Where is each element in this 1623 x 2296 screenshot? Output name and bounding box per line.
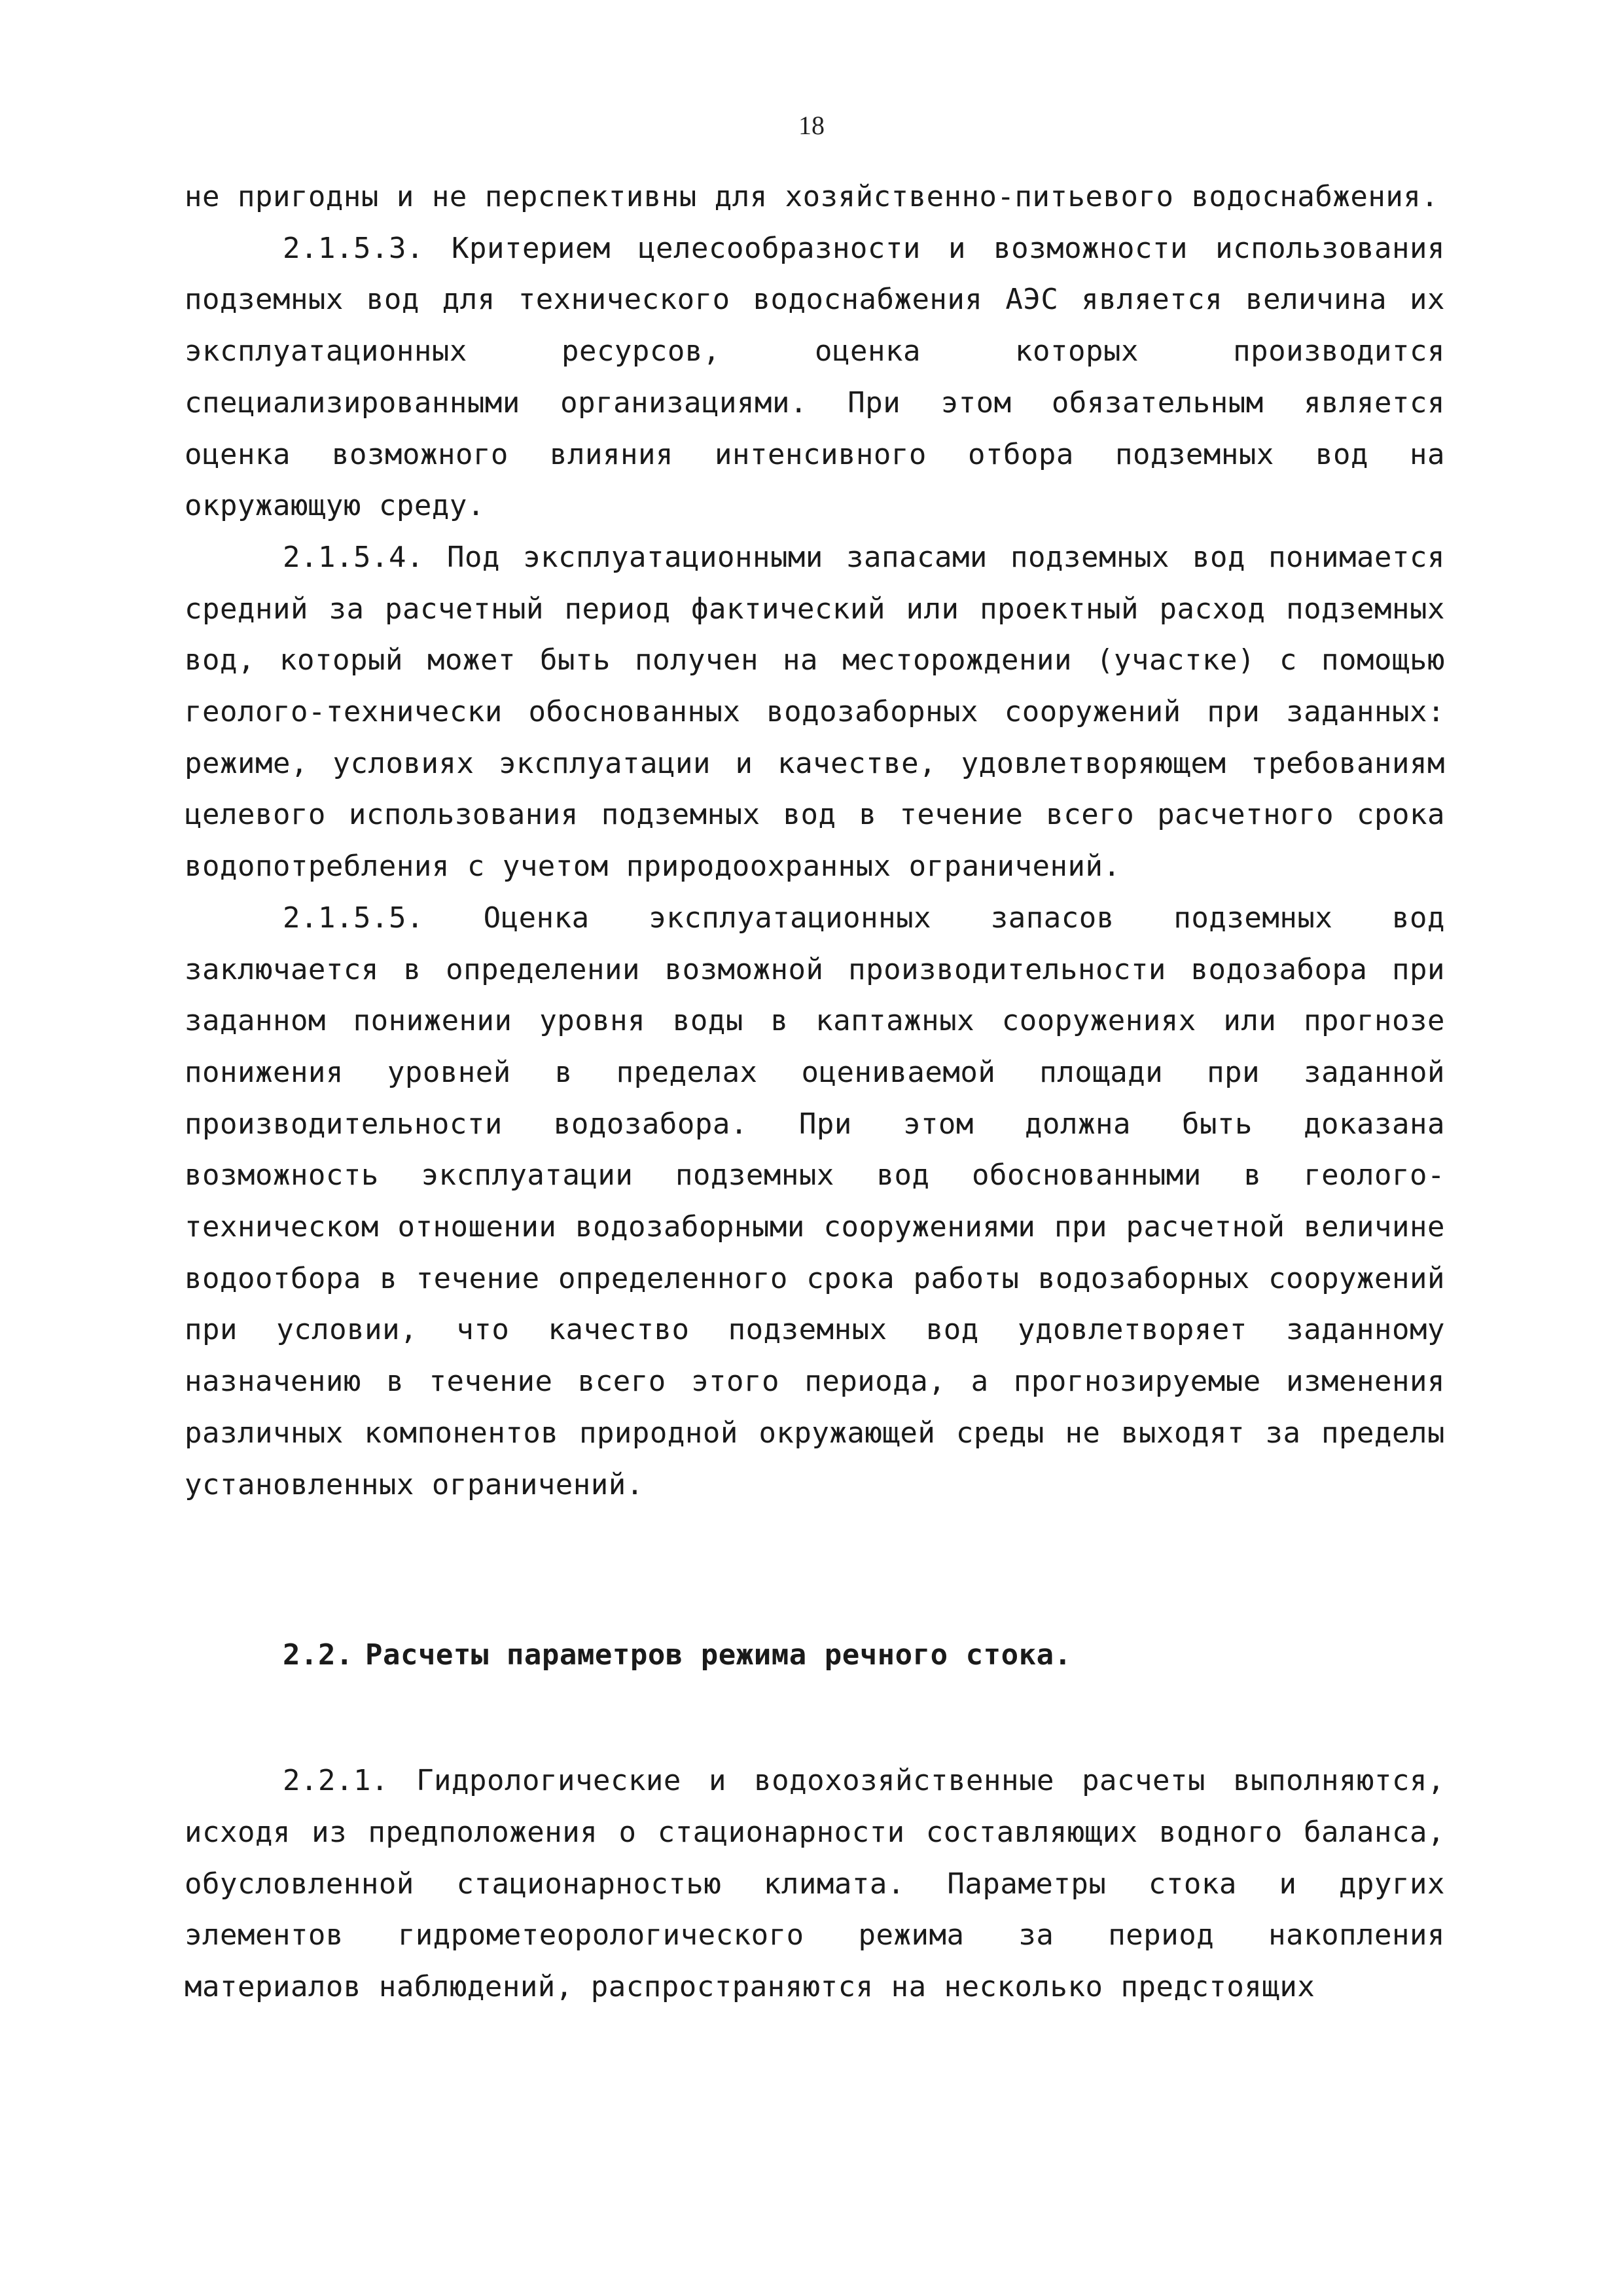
clause-text: Критерием целесообразности и возможности использования подземных вод для технического водоснабжения АЭС является величина их эксплуатационных ресурсов, оценка которых производится специализированными организациями. При этом обязательным является оценка возможного влияния интенсивного отбора подземных вод на окружающую среду. bbox=[185, 231, 1445, 523]
clause-number: 2.1.5.3. bbox=[283, 231, 424, 265]
clause-text: Гидрологические и водохозяйственные расчеты выполняются, исходя из предположения о стационарности составляющих водного баланса, обусловленной стационарностью климата. Параметры стока и других элементов гидрометеорологического режима за период накопления материалов наблюдений, распространяются на несколько предстоящих bbox=[185, 1764, 1445, 2004]
clause-2-1-5-3 bbox=[185, 223, 1445, 532]
clause-2-2-1 bbox=[185, 1755, 1445, 2013]
document-body bbox=[185, 171, 1445, 2013]
section-title: Расчеты параметров режима речного стока. bbox=[365, 1638, 1072, 1672]
paragraph-continuation: не пригодны и не перспективны для хозяйственно-питьевого водоснабжения. bbox=[185, 180, 1439, 213]
page-number: 18 bbox=[798, 111, 825, 140]
clause-number: 2.1.5.4. bbox=[283, 540, 424, 574]
clause-2-1-5-4 bbox=[185, 532, 1445, 893]
clause-number: 2.2.1. bbox=[283, 1764, 389, 1798]
section-heading bbox=[185, 1630, 1445, 1681]
clause-text: Оценка эксплуатационных запасов подземных вод заключается в определении возможной производительности водозабора при заданном понижении уровня воды в каптажных сооружениях или прогнозе понижения уровней в пределах оцениваемой площади при заданной производительности водозабора. При этом должна быть доказана возможность эксплуатации подземных вод обоснованными в геолого-техническом отношении водозаборными сооружениями при расчетной величине водоотбора в течение определенного срока работы водозаборных сооружений при условии, что качество подземных вод удовлетворяет заданному назначению в течение всего этого периода, а прогнозируемые изменения различных компонентов природной окружающей среды не выходят за пределы установленных ограничений. bbox=[185, 901, 1445, 1501]
clause-2-1-5-5 bbox=[185, 893, 1445, 1511]
clause-text: Под эксплуатационными запасами подземных вод понимается средний за расчетный период фактический или проектный расход подземных вод, который может быть получен на месторождении (участке) с помощью геолого-технически обоснованных водозаборных сооружений при заданных: режиме, условиях эксплуатации и качестве, удовлетворяющем требованиям целевого использования подземных вод в течение всего расчетного срока водопотребления с учетом природоохранных ограничений. bbox=[185, 540, 1445, 884]
clause-number: 2.1.5.5. bbox=[283, 901, 424, 935]
section-number: 2.2. bbox=[283, 1638, 353, 1672]
